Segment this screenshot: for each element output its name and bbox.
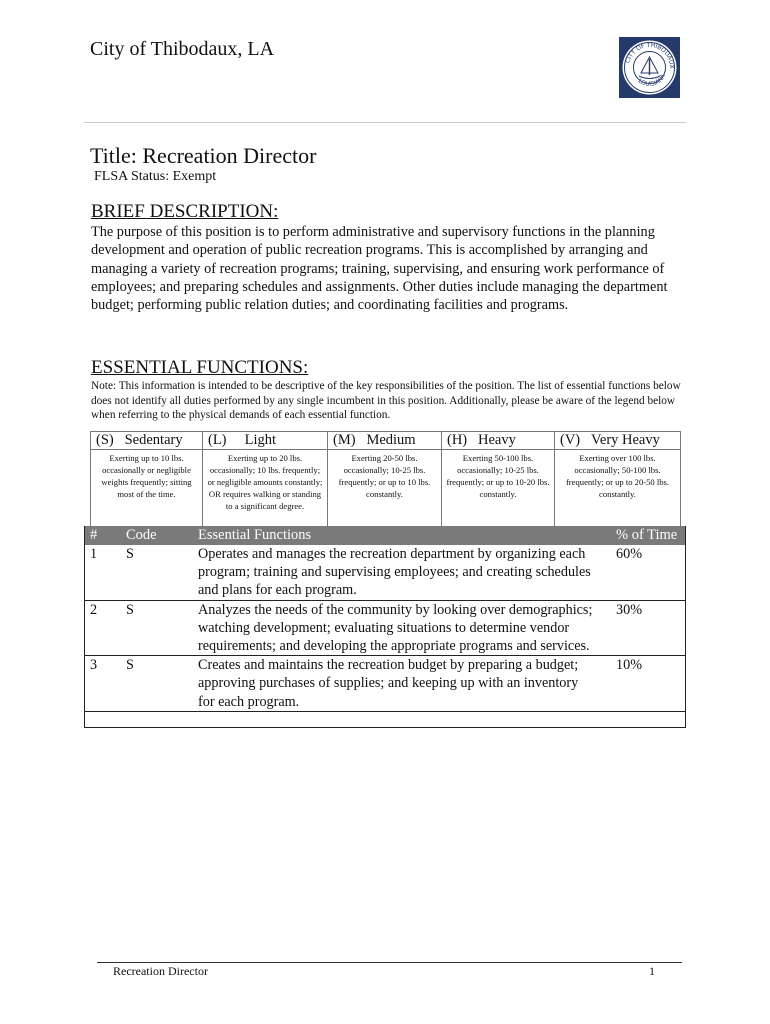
legend-desc-heavy: Exerting 50-100 lbs. occasionally; 10-25 lbs. frequently; or up to 10-20 lbs. constantly. [442, 450, 555, 527]
row-description: Analyzes the needs of the community by looking over demographics; watching development; evaluating situations to determine vendor requirements; and developing the appropriate programs and services. [198, 600, 598, 656]
brief-description-text: The purpose of this position is to perform administrative and supervisory functions in the planning development and operation of public recreation programs. This is accomplished by arranging and managing a variety of recreation programs; training, supervising, and ensuring work performance of employees; and preparing schedules and assignments. Other duties include managing the department budget; performing public relation duties; and coordinating facilities and programs. [91, 224, 668, 314]
svg-text:LOUISIANA: LOUISIANA [636, 73, 668, 89]
brief-description-heading: BRIEF DESCRIPTION: [91, 201, 279, 222]
legend-header-light: (L) Light [203, 432, 328, 450]
legend-header-heavy: (H) Heavy [442, 432, 555, 450]
svg-text:CITY OF THIBODAUX: CITY OF THIBODAUX [624, 41, 676, 69]
row-code: S [118, 600, 198, 656]
city-seal-logo [619, 37, 680, 98]
row-number: 3 [84, 656, 118, 712]
row-description: Creates and maintains the recreation budget by preparing a budget; approving purchases of supplies; and keeping up with an inventory for each program. [198, 656, 598, 712]
row-description: Operates and manages the recreation department by organizing each program; training and supervising employees; and creating schedules and plans for each program. [198, 545, 598, 600]
legend-desc-medium: Exerting 20-50 lbs. occasionally; 10-25 lbs. frequently; or up to 10 lbs. constantly. [328, 450, 442, 527]
essential-functions-heading: ESSENTIAL FUNCTIONS: [91, 357, 309, 378]
page-title: Title: Recreation Director [90, 143, 317, 168]
col-header-number: # [84, 526, 118, 545]
table-row [84, 656, 686, 712]
footer-divider [97, 962, 682, 963]
table-row [84, 600, 686, 656]
footer-document-name: Recreation Director [113, 964, 208, 978]
legend-header-sedentary: (S) Sedentary [91, 432, 203, 450]
essential-functions-table [84, 526, 686, 712]
col-header-code: Code [118, 526, 198, 545]
row-number: 2 [84, 600, 118, 656]
footer-page-number: 1 [649, 964, 655, 978]
row-code: S [118, 545, 198, 600]
legend-header-very-heavy: (V) Very Heavy [555, 432, 681, 450]
header-divider [84, 122, 686, 123]
row-percent: 10% [598, 656, 686, 712]
legend-desc-sedentary: Exerting up to 10 lbs. occasionally or negligible weights frequently; sitting most of the time. [91, 450, 203, 527]
essential-note: Note: This information is intended to be descriptive of the key responsibilities of the position. The list of essential functions below does not identify all duties performed by any single incumbent in this position. Additionally, please be aware of the legend below when referring to the physical demands of each essential function. [91, 380, 681, 422]
flsa-status: FLSA Status: Exempt [94, 169, 217, 184]
legend-header-medium: (M) Medium [328, 432, 442, 450]
physical-demand-legend [90, 431, 681, 526]
legend-desc-light: Exerting up to 20 lbs. occasionally; 10 lbs. frequently; or negligible amounts constantly; OR requires walking or standing to a significant degree. [203, 450, 328, 527]
row-number: 1 [84, 545, 118, 600]
table-row [84, 545, 686, 600]
city-name: City of Thibodaux, LA [90, 38, 275, 60]
row-percent: 30% [598, 600, 686, 656]
row-percent: 60% [598, 545, 686, 600]
legend-desc-very-heavy: Exerting over 100 lbs. occasionally; 50-100 lbs. frequently; or up to 20-50 lbs. constantly. [555, 450, 681, 527]
col-header-essential-functions: Essential Functions [198, 526, 598, 545]
row-code: S [118, 656, 198, 712]
col-header-percent-time: % of Time [598, 526, 686, 545]
